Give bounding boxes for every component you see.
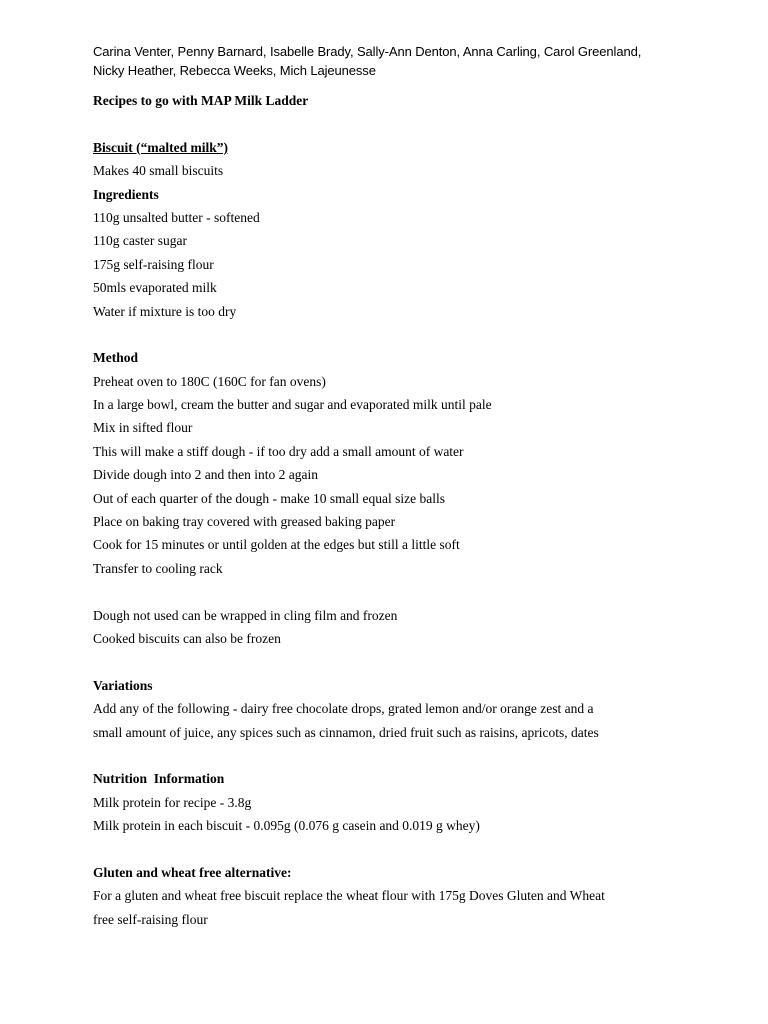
author-line: Nicky Heather, Rebecca Weeks, Mich Lajeunesse <box>93 63 376 78</box>
recipe-title <box>93 136 733 159</box>
spacer <box>93 112 733 135</box>
nutrition-item: Milk protein for recipe - 3.8g <box>93 794 252 810</box>
variations-text: small amount of juice, any spices such as cinnamon, dried fruit such as raisins, apricots, dates <box>93 724 599 740</box>
method-step: Cook for 15 minutes or until golden at the edges but still a little soft <box>93 537 460 553</box>
gluten-free-text: For a gluten and wheat free biscuit replace the wheat flour with 175g Doves Gluten and Wheat <box>93 888 605 904</box>
variations-heading: Variations <box>93 677 153 693</box>
ingredient-item: 50mls evaporated milk <box>93 280 217 296</box>
recipe-yield: Makes 40 small biscuits <box>93 163 224 179</box>
method-step: In a large bowl, cream the butter and sugar and evaporated milk until pale <box>93 397 492 413</box>
nutrition-heading: Nutrition Information <box>93 771 225 787</box>
spacer <box>93 838 733 861</box>
variations-text: Add any of the following - dairy free chocolate drops, grated lemon and/or orange zest and a <box>93 701 594 717</box>
spacer <box>93 744 733 767</box>
method-step: Transfer to cooling rack <box>93 560 223 576</box>
document-title: Recipes to go with MAP Milk Ladder <box>93 93 309 108</box>
spacer <box>93 580 733 603</box>
recipe-title-text: Biscuit (“malted milk”) <box>93 139 228 155</box>
method-step: Place on baking tray covered with greased baking paper <box>93 514 396 530</box>
spacer <box>93 650 733 673</box>
method-step: Divide dough into 2 and then into 2 again <box>93 467 318 483</box>
ingredients-heading: Ingredients <box>93 186 159 202</box>
author-list <box>93 42 693 80</box>
spacer <box>93 323 733 346</box>
method-step: Mix in sifted flour <box>93 420 193 436</box>
ingredient-item: 110g caster sugar <box>93 233 187 249</box>
method-step: Out of each quarter of the dough - make 10 small equal size balls <box>93 490 446 506</box>
gluten-free-text: free self-raising flour <box>93 911 208 927</box>
freezing-note: Cooked biscuits can also be frozen <box>93 630 281 646</box>
author-line: Carina Venter, Penny Barnard, Isabelle Brady, Sally-Ann Denton, Anna Carling, Carol Greenland, <box>93 44 642 59</box>
gluten-free-heading: Gluten and wheat free alternative: <box>93 864 292 880</box>
ingredient-item: 175g self-raising flour <box>93 256 214 272</box>
ingredient-item: Water if mixture is too dry <box>93 303 237 319</box>
ingredient-item: 110g unsalted butter - softened <box>93 209 260 225</box>
freezing-note: Dough not used can be wrapped in cling film and frozen <box>93 607 398 623</box>
nutrition-item: Milk protein in each biscuit - 0.095g (0.076 g casein and 0.019 g whey) <box>93 818 480 834</box>
method-step: Preheat oven to 180C (160C for fan ovens) <box>93 373 326 389</box>
method-heading: Method <box>93 350 138 366</box>
method-step: This will make a stiff dough - if too dry add a small amount of water <box>93 443 464 459</box>
recipe-content <box>93 89 733 931</box>
